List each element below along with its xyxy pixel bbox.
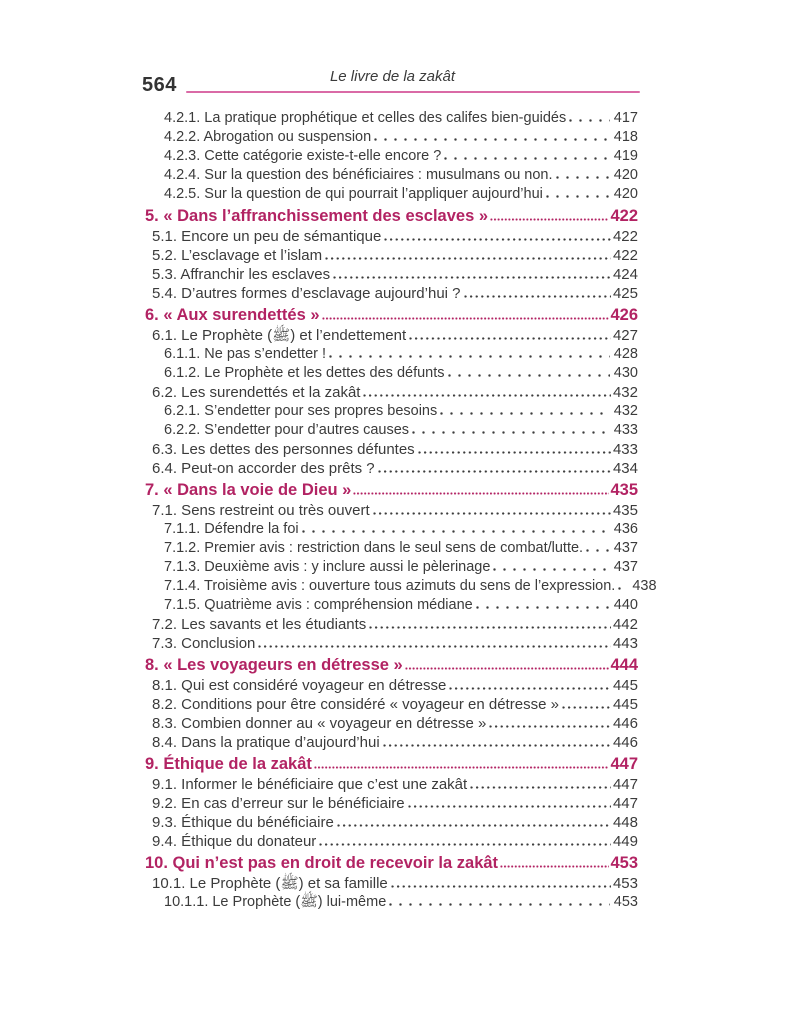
toc-entry	[145, 421, 638, 440]
toc-entry-label: 8. « Les voyageurs en détresse »	[145, 656, 403, 674]
dot-leader	[325, 257, 611, 260]
toc-entry-page: 435	[612, 502, 638, 519]
toc-entry	[145, 402, 638, 421]
toc-entry-page: 433	[612, 441, 638, 458]
dot-leader	[464, 295, 611, 298]
dot-leader	[374, 138, 610, 141]
toc-entry	[145, 128, 638, 147]
toc-entry	[145, 185, 638, 204]
toc-entry-label: 4.2.5. Sur la question de qui pourrait l’appliquer aujourd’hui	[164, 186, 543, 202]
toc-entry	[145, 326, 638, 345]
toc-entry	[145, 501, 638, 520]
dot-leader	[493, 568, 609, 571]
toc-entry-label: 4.2.3. Cette catégorie existe-t-elle encore ?	[164, 148, 442, 164]
toc-entry-page: 430	[613, 365, 638, 381]
toc-entry-page: 436	[613, 521, 638, 537]
toc-entry	[145, 832, 638, 851]
toc-entry	[145, 246, 638, 265]
toc-entry	[145, 676, 638, 695]
toc-entry-label: 4.2.2. Abrogation ou suspension	[164, 129, 372, 145]
toc-entry	[145, 558, 638, 577]
toc-entry-page: 446	[612, 734, 638, 751]
toc-entry	[145, 755, 638, 774]
toc-entry-label: 8.1. Qui est considéré voyageur en détresse	[152, 677, 447, 694]
toc-entry	[145, 854, 638, 873]
dot-leader	[378, 470, 611, 473]
toc-entry-label: 7. « Dans la voie de Dieu »	[145, 481, 352, 499]
dot-leader	[322, 317, 610, 320]
toc-entry	[145, 539, 638, 558]
toc-entry-page: 445	[612, 696, 638, 713]
toc-entry	[145, 481, 638, 500]
toc-entry-label: 9.4. Éthique du donateur	[152, 833, 317, 850]
toc-entry-label: 10.1. Le Prophète (ﷺ) et sa famille	[152, 875, 388, 892]
toc-entry	[145, 775, 638, 794]
toc-entry-page: 442	[612, 616, 638, 633]
toc-entry-label: 7.1.1. Défendre la foi	[164, 521, 299, 537]
toc-entry-label: 5.1. Encore un peu de sémantique	[152, 228, 382, 245]
toc-entry-page: 433	[613, 422, 638, 438]
dot-leader	[408, 805, 611, 808]
toc-entry-label: 7.3. Conclusion	[152, 635, 256, 652]
toc-entry-page: 422	[612, 247, 638, 264]
dot-leader	[363, 394, 611, 397]
toc-entry-page: 445	[612, 677, 638, 694]
dot-leader	[258, 645, 611, 648]
toc-entry	[145, 520, 638, 539]
toc-entry	[145, 109, 638, 128]
toc-entry-page: 420	[613, 186, 638, 202]
toc-entry-page: 443	[612, 635, 638, 652]
dot-leader	[546, 195, 610, 198]
toc-entry-label: 5. « Dans l’affranchissement des esclaves »	[145, 207, 489, 225]
toc-entry	[145, 207, 638, 226]
dot-leader	[337, 824, 611, 827]
toc-entry-page: 432	[613, 403, 638, 419]
toc-entry-page: 418	[613, 129, 638, 145]
toc-entry	[145, 166, 638, 185]
dot-leader	[405, 667, 610, 670]
toc-entry	[145, 577, 657, 596]
dot-leader	[618, 587, 628, 590]
toc-entry	[145, 227, 638, 246]
toc-entry	[145, 813, 638, 832]
dot-leader	[391, 885, 611, 888]
toc-entry-page: 428	[613, 346, 638, 362]
toc-entry-label: 8.3. Combien donner au « voyageur en détresse »	[152, 715, 487, 732]
toc-entry-page: 453	[610, 854, 638, 872]
toc-entry-label: 6.1.1. Ne pas s’endetter !	[164, 346, 327, 362]
toc-entry	[145, 893, 638, 912]
toc-entry-page: 426	[610, 306, 638, 324]
toc-entry	[145, 656, 638, 675]
header-rule	[186, 91, 640, 93]
toc-entry-label: 9. Éthique de la zakât	[145, 755, 312, 773]
dot-leader	[329, 355, 610, 358]
toc-entry-label: 6.1.2. Le Prophète et les dettes des défunts	[164, 365, 445, 381]
toc-entry-label: 8.2. Conditions pour être considéré « voyageur en détresse »	[152, 696, 559, 713]
dot-leader	[500, 865, 609, 868]
dot-leader	[353, 492, 609, 495]
toc-entry-label: 9.1. Informer le bénéficiaire que c’est une zakât	[152, 776, 468, 793]
toc-entry-page: 448	[612, 814, 638, 831]
toc-entry-label: 6.3. Les dettes des personnes défuntes	[152, 441, 415, 458]
toc-entry-label: 10.1.1. Le Prophète (ﷺ) lui-même	[164, 894, 387, 910]
toc-entry	[145, 874, 638, 893]
toc-entry-label: 4.2.1. La pratique prophétique et celles des califes bien-guidés	[164, 110, 567, 126]
running-title: Le livre de la zakât	[329, 68, 456, 85]
toc-entry	[145, 306, 638, 325]
dot-leader	[389, 903, 610, 906]
dot-leader	[319, 843, 611, 846]
toc-entry-page: 417	[613, 110, 638, 126]
dot-leader	[470, 786, 611, 789]
dot-leader	[384, 238, 611, 241]
toc-entry-page: 422	[612, 228, 638, 245]
toc-entry	[145, 284, 638, 303]
toc-entry-label: 7.1.3. Deuxième avis : y inclure aussi le pèlerinage	[164, 559, 491, 575]
dot-leader	[409, 337, 611, 340]
toc-entry-label: 5.2. L’esclavage et l’islam	[152, 247, 323, 264]
toc-entry-label: 7.1. Sens restreint ou très ouvert	[152, 502, 370, 519]
toc-entry-page: 447	[610, 755, 638, 773]
toc-entry-page: 419	[613, 148, 638, 164]
dot-leader	[449, 687, 611, 690]
toc-entry-page: 453	[612, 875, 638, 892]
toc-entry	[145, 345, 638, 364]
toc-entry-label: 4.2.4. Sur la question des bénéficiaires : musulmans ou non.	[164, 167, 553, 183]
dot-leader	[412, 431, 610, 434]
toc-entry	[145, 459, 638, 478]
toc-entry-label: 8.4. Dans la pratique d’aujourd’hui	[152, 734, 380, 751]
toc-entry-label: 9.3. Éthique du bénéficiaire	[152, 814, 334, 831]
dot-leader	[562, 706, 611, 709]
toc-entry-label: 6.2.1. S’endetter pour ses propres besoins	[164, 403, 438, 419]
dot-leader	[369, 626, 611, 629]
toc-entry-page: 422	[610, 207, 638, 225]
dot-leader	[418, 451, 611, 454]
toc-entry	[145, 596, 638, 615]
toc-entry	[145, 440, 638, 459]
dot-leader	[556, 176, 610, 179]
dot-leader	[373, 512, 611, 515]
dot-leader	[476, 606, 610, 609]
toc-entry-label: 6.2.2. S’endetter pour d’autres causes	[164, 422, 410, 438]
toc-entry	[145, 615, 638, 634]
dot-leader	[569, 119, 610, 122]
toc-entry	[145, 265, 638, 284]
dot-leader	[489, 725, 611, 728]
toc-entry	[145, 714, 638, 733]
toc-entry-page: 449	[612, 833, 638, 850]
toc-entry-label: 6.4. Peut-on accorder des prêts ?	[152, 460, 375, 477]
toc-entry-page: 437	[613, 559, 638, 575]
toc-entry-page: 425	[612, 285, 638, 302]
toc-entry	[145, 147, 638, 166]
toc-entry-page: 424	[612, 266, 638, 283]
toc-entry	[145, 364, 638, 383]
toc-entry-label: 7.1.5. Quatrième avis : compréhension médiane	[164, 597, 473, 613]
toc-entry-label: 10. Qui n’est pas en droit de recevoir la zakât	[145, 854, 499, 872]
toc-entry-label: 7.1.4. Troisième avis : ouverture tous azimuts du sens de l’expression.	[164, 578, 616, 594]
dot-leader	[440, 412, 610, 415]
toc-entry-page: 447	[612, 795, 638, 812]
toc-entry	[145, 695, 638, 714]
toc-entry-page: 447	[612, 776, 638, 793]
toc-entry-label: 6.2. Les surendettés et la zakât	[152, 384, 361, 401]
toc-entry-page: 438	[632, 578, 657, 594]
toc-entry-page: 440	[613, 597, 638, 613]
toc-entry-label: 9.2. En cas d’erreur sur le bénéficiaire	[152, 795, 405, 812]
toc-entry-page: 435	[610, 481, 638, 499]
dot-leader	[444, 157, 610, 160]
toc-entry-page: 420	[613, 167, 638, 183]
dot-leader	[383, 744, 611, 747]
toc-entry-page: 427	[612, 327, 638, 344]
dot-leader	[586, 549, 610, 552]
dot-leader	[302, 530, 610, 533]
toc-entry-label: 7.1.2. Premier avis : restriction dans le seul sens de combat/lutte.	[164, 540, 584, 556]
toc-entry	[145, 733, 638, 752]
toc-entry-page: 434	[612, 460, 638, 477]
toc-entry-label: 6.1. Le Prophète (ﷺ) et l’endettement	[152, 327, 407, 344]
toc-entry-label: 5.3. Affranchir les esclaves	[152, 266, 331, 283]
toc-entry-label: 6. « Aux surendettés »	[145, 306, 320, 324]
toc-entry	[145, 634, 638, 653]
toc-entry-page: 453	[613, 894, 638, 910]
dot-leader	[448, 374, 610, 377]
toc-entry-label: 5.4. D’autres formes d’esclavage aujourd’hui ?	[152, 285, 461, 302]
toc-entry-page: 446	[612, 715, 638, 732]
toc-entry	[145, 794, 638, 813]
table-of-contents	[145, 109, 657, 912]
page-number: 564	[142, 74, 177, 96]
dot-leader	[314, 766, 610, 769]
toc-entry-page: 444	[610, 656, 638, 674]
toc-entry-page: 437	[613, 540, 638, 556]
dot-leader	[490, 218, 609, 221]
toc-entry-label: 7.2. Les savants et les étudiants	[152, 616, 367, 633]
dot-leader	[333, 276, 611, 279]
toc-entry	[145, 383, 638, 402]
toc-entry-page: 432	[612, 384, 638, 401]
